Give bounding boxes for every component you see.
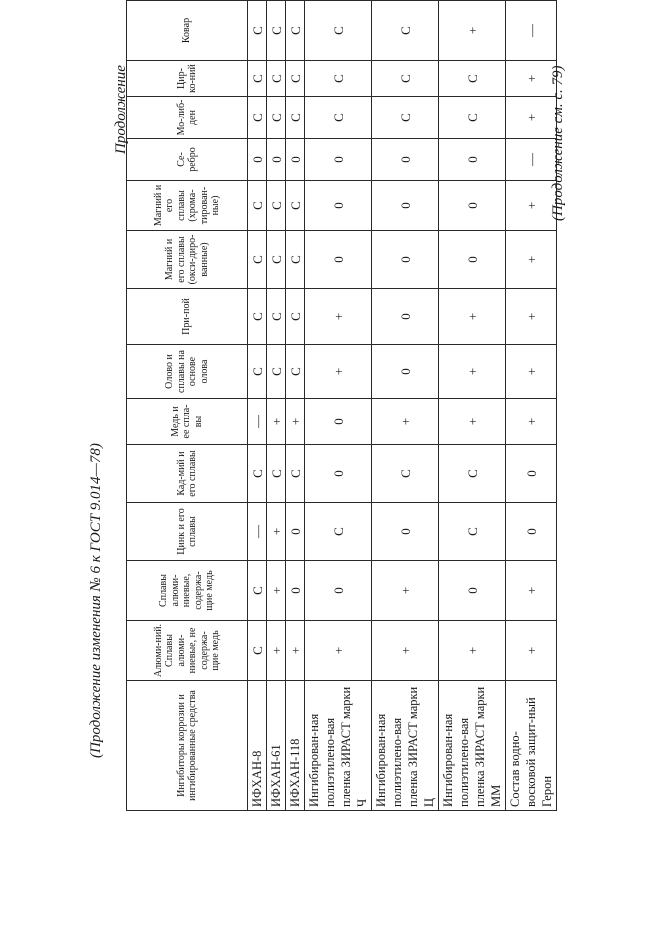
column-header: Магний и его сплавы (окси-диро-ванные) <box>127 231 248 289</box>
table-cell: 0 <box>305 139 372 181</box>
table-cell: 0 <box>305 445 372 503</box>
table-cell: 0 <box>267 139 286 181</box>
table-cell: + <box>506 399 557 445</box>
table-cell: С <box>305 1 372 61</box>
column-header: Олово и сплавы на основе олова <box>127 345 248 399</box>
table-cell: С <box>439 97 506 139</box>
row-name: ИФХАН-118 <box>286 681 305 811</box>
table-cell: — <box>248 503 267 561</box>
table-cell: + <box>439 289 506 345</box>
table-cell: С <box>248 345 267 399</box>
table-cell: + <box>267 503 286 561</box>
compatibility-table <box>126 0 557 811</box>
column-header: Ковар <box>127 1 248 61</box>
table-cell: С <box>248 445 267 503</box>
table-cell: + <box>506 61 557 97</box>
table-cell: + <box>439 621 506 681</box>
table-cell: С <box>267 1 286 61</box>
table-cell: + <box>305 621 372 681</box>
table-cell: С <box>248 621 267 681</box>
table-cell: + <box>305 289 372 345</box>
column-header: Кад-мий и его сплавы <box>127 445 248 503</box>
table-cell: + <box>267 399 286 445</box>
table-cell: 0 <box>372 181 439 231</box>
row-name: Ингибирован-ная полиэтилено-вая пленка ЗИРАСТ марки Ч <box>305 681 372 811</box>
table-cell: С <box>305 97 372 139</box>
table-cell: + <box>506 181 557 231</box>
row-name: ИФХАН-61 <box>267 681 286 811</box>
table-cell: + <box>372 399 439 445</box>
row-name: Ингибирован-ная полиэтилено-вая пленка ЗИРАСТ марки Ц <box>372 681 439 811</box>
table-cell: С <box>439 61 506 97</box>
table-cell: С <box>305 61 372 97</box>
table-cell: С <box>286 231 305 289</box>
table-cell: 0 <box>506 503 557 561</box>
row-name: Состав водно-восковой защит-ный Герон <box>506 681 557 811</box>
table-cell: 0 <box>305 181 372 231</box>
table-cell: 0 <box>439 231 506 289</box>
table-cell: С <box>267 61 286 97</box>
table-cell: + <box>267 621 286 681</box>
table-cell: С <box>248 289 267 345</box>
column-header: Цир-ко-ний <box>127 61 248 97</box>
column-header: Мо-либ-ден <box>127 97 248 139</box>
table-cell: С <box>372 445 439 503</box>
table-cell: С <box>439 445 506 503</box>
table-cell: С <box>372 97 439 139</box>
table-cell: + <box>506 561 557 621</box>
table-cell: С <box>267 345 286 399</box>
page-footer: (Продолжение см. с. 79) <box>550 65 566 221</box>
table-cell: С <box>372 61 439 97</box>
table-cell: С <box>286 1 305 61</box>
table-cell: С <box>305 503 372 561</box>
row-name: Ингибирован-ная полиэтилено-вая пленка ЗИРАСТ марки ММ <box>439 681 506 811</box>
continuation-label: Продолжение <box>113 65 129 154</box>
table-cell: 0 <box>286 561 305 621</box>
table-cell: 0 <box>439 181 506 231</box>
table-cell: 0 <box>305 561 372 621</box>
table-cell: С <box>286 345 305 399</box>
table-cell: + <box>439 1 506 61</box>
table-cell: + <box>267 561 286 621</box>
table-cell: + <box>286 621 305 681</box>
table-row <box>372 1 439 811</box>
table-cell: 0 <box>506 445 557 503</box>
table-cell: С <box>286 445 305 503</box>
table-cell: + <box>439 399 506 445</box>
table-cell: С <box>248 1 267 61</box>
table-cell: С <box>267 181 286 231</box>
table-cell: С <box>248 61 267 97</box>
table-row <box>305 1 372 811</box>
table-cell: С <box>286 181 305 231</box>
table-cell: С <box>248 181 267 231</box>
table-cell: 0 <box>372 289 439 345</box>
table-cell: С <box>267 231 286 289</box>
column-header: Цинк и его сплавы <box>127 503 248 561</box>
column-header: Ингибиторы коррозии и ингибированные средства <box>127 681 248 811</box>
table-cell: + <box>305 345 372 399</box>
table-cell: С <box>372 1 439 61</box>
table-header-row <box>127 1 248 811</box>
table-row <box>286 1 305 811</box>
table-cell: — <box>506 1 557 61</box>
table-cell: + <box>372 561 439 621</box>
table-cell: С <box>267 445 286 503</box>
table-cell: — <box>248 399 267 445</box>
table-cell: 0 <box>439 561 506 621</box>
table-row <box>248 1 267 811</box>
table-cell: 0 <box>305 231 372 289</box>
table-cell: 0 <box>286 503 305 561</box>
table-cell: С <box>248 231 267 289</box>
table-cell: С <box>248 97 267 139</box>
row-name: ИФХАН-8 <box>248 681 267 811</box>
table-cell: 0 <box>286 139 305 181</box>
page-header: (Продолжение изменения № 6 к ГОСТ 9.014—78) <box>88 443 104 758</box>
table-cell: + <box>506 289 557 345</box>
column-header: Медь и ее спла-вы <box>127 399 248 445</box>
table-row <box>506 1 557 811</box>
table-cell: + <box>372 621 439 681</box>
table-cell: 0 <box>248 139 267 181</box>
table-cell: + <box>506 231 557 289</box>
table-cell: С <box>439 503 506 561</box>
table-cell: — <box>506 139 557 181</box>
table-cell: С <box>286 61 305 97</box>
table-row <box>267 1 286 811</box>
table-cell: + <box>506 97 557 139</box>
table-cell: С <box>286 289 305 345</box>
table-cell: 0 <box>372 231 439 289</box>
table-cell: 0 <box>372 345 439 399</box>
table-cell: С <box>248 561 267 621</box>
table-cell: 0 <box>372 139 439 181</box>
column-header: Магний и его сплавы (хрома-тирован-ные) <box>127 181 248 231</box>
column-header: Сплавы алюми-ниевые, содержа-щие медь <box>127 561 248 621</box>
table-row <box>439 1 506 811</box>
table-cell: + <box>506 621 557 681</box>
table-cell: + <box>439 345 506 399</box>
table-cell: + <box>506 345 557 399</box>
table-cell: С <box>286 97 305 139</box>
table-cell: 0 <box>439 139 506 181</box>
table-cell: С <box>267 289 286 345</box>
column-header: Се-ребро <box>127 139 248 181</box>
table-cell: 0 <box>305 399 372 445</box>
column-header: Алюми-ний. Сплавы алюми-ниевые, не содержа-щие медь <box>127 621 248 681</box>
column-header: При-пой <box>127 289 248 345</box>
table-cell: С <box>267 97 286 139</box>
table-cell: + <box>286 399 305 445</box>
table-cell: 0 <box>372 503 439 561</box>
